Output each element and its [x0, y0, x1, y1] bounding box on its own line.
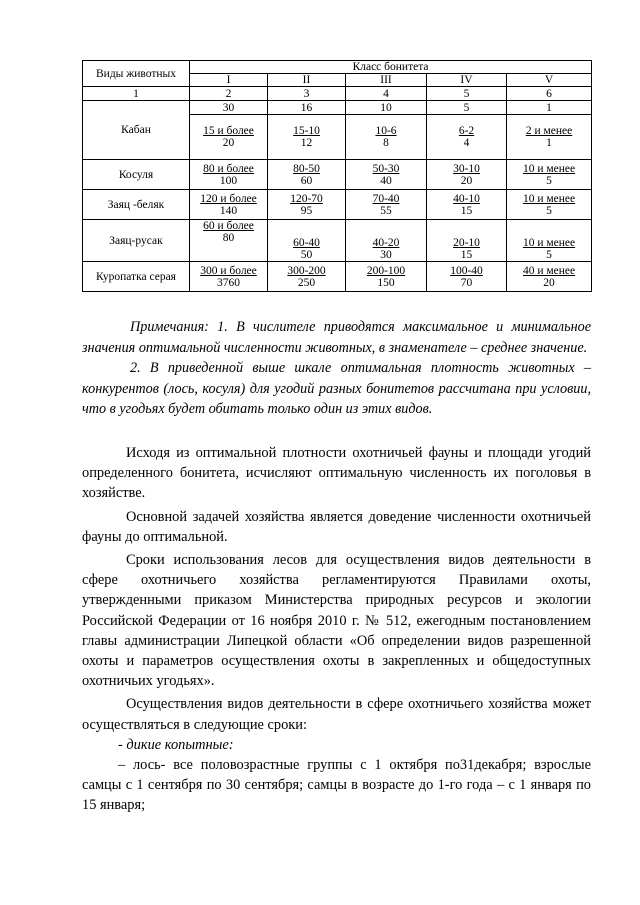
density-mean: 60 [300, 174, 313, 187]
density-mean: 30 [380, 249, 392, 261]
header-class-title: Класс бонитета [190, 61, 592, 74]
density-mean: 20 [460, 174, 473, 187]
header-class: II [268, 74, 346, 87]
density-mean: 20 [222, 137, 235, 149]
top-value: 1 [507, 101, 592, 115]
density-cell [268, 262, 346, 292]
density-range: 60 и более [203, 220, 254, 232]
density-cell [507, 160, 592, 190]
density-cell [507, 220, 592, 262]
density-range: 60-40 [293, 237, 320, 249]
density-range: 6-2 [458, 125, 475, 137]
top-value: 30 [190, 101, 268, 115]
paragraph: Сроки использования лесов для осуществления видов деятельности в сфере охотничьего хозяйства регламентируются Правилами охоты, утвержденными приказом Министерства природных ресурсов и экологии Российской Федерации от 16 ноября 2010 г. № 512, ежегодным постановлением главы администрации Липецкой области «Об определении видов разрешенной охоты и параметров осуществления охоты в закрепленных и общедоступных охотничьих угодьях». [82, 552, 591, 690]
index-cell: 4 [346, 87, 427, 101]
density-cell [346, 160, 427, 190]
density-range: 40-20 [372, 237, 400, 249]
density-cell [346, 115, 427, 160]
density-cell [507, 262, 592, 292]
density-range: 300 и более [200, 264, 257, 277]
density-mean: 15 [460, 204, 473, 217]
animal-name: Косуля [83, 160, 190, 190]
density-cell [427, 190, 507, 220]
density-range: 10-6 [375, 125, 397, 137]
top-value: 10 [346, 101, 427, 115]
paragraph: Осуществления видов деятельности в сфере охотничьего хозяйства может осуществляться в следующие сроки: [82, 696, 591, 733]
index-cell: 2 [190, 87, 268, 101]
density-mean: 5 [546, 249, 552, 261]
header-class: I [190, 74, 268, 87]
table-notes [82, 317, 591, 420]
density-range: 40 и менее [522, 264, 576, 277]
paragraph: Основной задачей хозяйства является доведение численности охотничьей фауны до оптимальной. [82, 508, 591, 545]
animal-name: Кабан [83, 101, 190, 160]
density-cell [427, 160, 507, 190]
density-range: 200-100 [366, 264, 406, 277]
density-cell [427, 115, 507, 160]
density-cell [427, 262, 507, 292]
density-range: 30-10 [453, 162, 480, 175]
density-cell [268, 190, 346, 220]
density-range: 120 и более [200, 192, 257, 205]
header-species: Виды животных [83, 61, 190, 87]
density-range: 10 и менее [522, 192, 576, 205]
paragraph: – лось- все половозрастные группы с 1 октября по31декабря; взрослые самцы с 1 сентября по 30 сентября; самцы в возрасте до 1-го года – с 1 января по 15 января; [82, 757, 591, 814]
density-range: 300-200 [287, 264, 326, 277]
index-cell: 3 [268, 87, 346, 101]
density-cell [268, 115, 346, 160]
density-range: 80-50 [293, 162, 320, 175]
density-mean: 15 [460, 249, 473, 261]
density-mean: 1 [546, 137, 552, 149]
animal-name: Куропатка серая [83, 262, 190, 292]
header-class: V [507, 74, 592, 87]
header-class: III [346, 74, 427, 87]
density-cell [507, 190, 592, 220]
density-mean: 8 [383, 137, 389, 149]
density-mean: 40 [380, 174, 392, 187]
density-cell [507, 115, 592, 160]
density-cell [190, 115, 268, 160]
note-2: 2. В приведенной выше шкале оптимальная плотность животных – конкурентов (лось, косуля) для угодий разных бонитетов рассчитана при условии, что в угодьях будет обитать только один из этих видов. [82, 360, 591, 417]
density-mean: 55 [380, 204, 392, 217]
density-range: 10 и менее [522, 162, 576, 175]
density-cell [190, 190, 268, 220]
density-cell [268, 160, 346, 190]
density-range: 40-10 [453, 192, 480, 205]
density-range: 2 и менее [525, 125, 573, 137]
animal-name: Заяц -беляк [83, 190, 190, 220]
note-1: Примечания: 1. В числителе приводятся максимальное и минимальное значения оптимальной численности животных, в знаменателе – среднее значение. [82, 319, 591, 356]
density-range: 20-10 [453, 237, 480, 249]
density-mean: 4 [463, 137, 470, 149]
density-mean: 95 [300, 204, 313, 217]
density-mean: 140 [219, 204, 238, 217]
index-cell: 1 [83, 87, 190, 101]
density-mean: 5 [546, 174, 552, 187]
density-cell [190, 220, 268, 262]
density-range: 80 и более [203, 162, 254, 175]
density-mean: 70 [460, 276, 473, 289]
density-cell [346, 220, 427, 262]
density-range: 15 и более [203, 125, 254, 137]
density-range: 15-10 [293, 125, 320, 137]
body-text [82, 443, 591, 816]
top-value: 16 [268, 101, 346, 115]
density-cell [190, 262, 268, 292]
density-mean: 3760 [217, 276, 240, 289]
density-mean: 80 [222, 232, 235, 244]
index-cell: 6 [507, 87, 592, 101]
top-value: 5 [427, 101, 507, 115]
density-mean: 250 [297, 276, 316, 289]
paragraph: Исходя из оптимальной плотности охотничьей фауны и площади угодий определенного бонитета, исчисляют оптимальную численность их поголовья в хозяйстве. [82, 445, 591, 502]
density-mean: 100 [219, 174, 238, 187]
header-class: IV [427, 74, 507, 87]
index-cell: 5 [427, 87, 507, 101]
density-cell [427, 220, 507, 262]
density-range: 100-40 [450, 264, 483, 277]
animal-name: Заяц-русак [83, 220, 190, 262]
density-cell [346, 262, 427, 292]
density-range: 50-30 [372, 162, 400, 175]
density-cell [268, 220, 346, 262]
density-mean: 12 [300, 137, 313, 149]
density-mean: 150 [377, 276, 395, 289]
density-range: 10 и менее [522, 237, 576, 249]
density-cell [346, 190, 427, 220]
density-range: 120-70 [290, 192, 323, 205]
density-cell [190, 160, 268, 190]
density-mean: 50 [300, 249, 313, 261]
density-mean: 5 [546, 204, 552, 217]
list-heading: - дикие копытные: [118, 736, 234, 753]
density-mean: 20 [543, 276, 555, 289]
bonitet-table [82, 60, 592, 292]
density-range: 70-40 [372, 192, 400, 205]
